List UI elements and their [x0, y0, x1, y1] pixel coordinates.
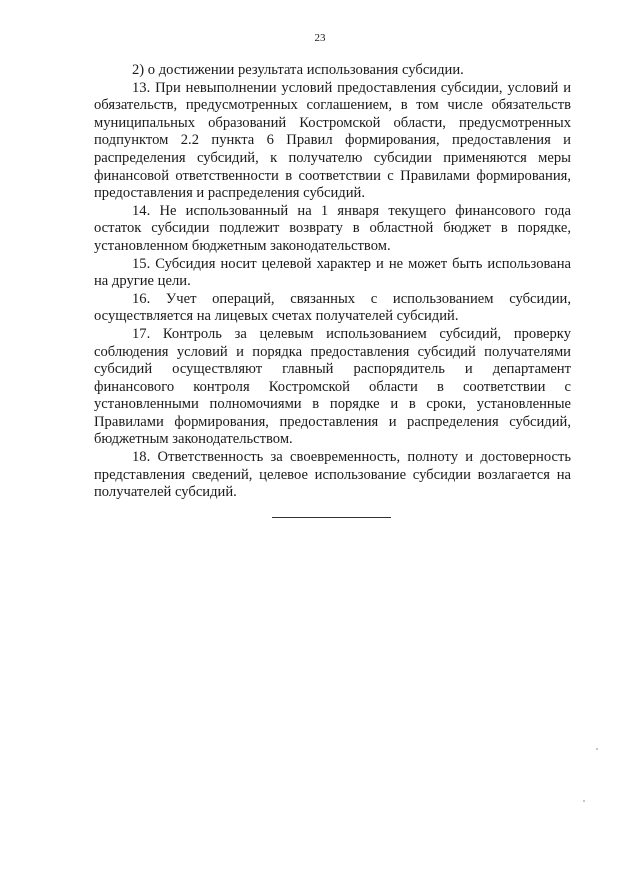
- document-body: [94, 62, 571, 502]
- paragraph-16: 16. Учет операций, связанных с использованием субсидии, осуществляется на лицевых счетах получателей субсидий.: [94, 290, 571, 325]
- paragraph-17: 17. Контроль за целевым использованием субсидий, проверку соблюдения условий и порядка предоставления субсидий получателями субсидий осуществляют главный распорядитель и департамент финансового контроля Костромской области в соответствии с установленными полномочиями в порядке и в сроки, установленные Правилами формирования, предоставления и распределения субсидий, бюджетным законодательством.: [94, 325, 571, 448]
- paragraph-13: 13. При невыполнении условий предоставления субсидии, условий и обязательств, предусмотренных соглашением, в том числе обязательств муниципальных образований Костромской области, предусмотренных подпунктом 2.2 пункта 6 Правил формирования, предоставления и распределения субсидий, к получателю субсидии применяются меры финансовой ответственности в соответствии с Правилами формирования, предоставления и распределения субсидий.: [94, 79, 571, 202]
- paragraph-15: 15. Субсидия носит целевой характер и не может быть использована на другие цели.: [94, 255, 571, 290]
- paragraph-12-item-2: 2) о достижении результата использования субсидии.: [132, 62, 464, 78]
- paragraph-14: 14. Не использованный на 1 января текущего финансового года остаток субсидии подлежит возврату в областной бюджет в порядке, установленном бюджетным законодательством.: [94, 202, 571, 254]
- scan-speck: [596, 748, 598, 750]
- page-number: 23: [314, 32, 326, 44]
- closing-divider: [272, 517, 391, 518]
- scan-speck: [583, 800, 585, 802]
- paragraph-18: 18. Ответственность за своевременность, полноту и достоверность представления сведений, целевое использование субсидии возлагается на получателей субсидий.: [94, 449, 571, 501]
